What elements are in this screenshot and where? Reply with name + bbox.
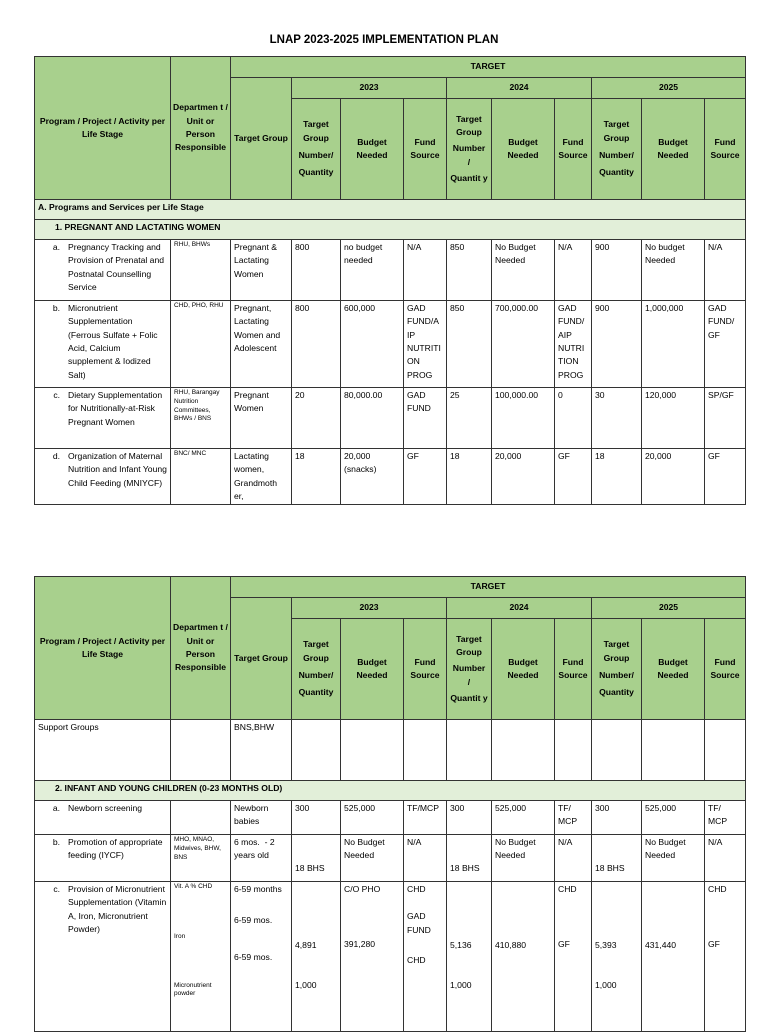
table-cell: N/A: [404, 240, 447, 301]
table-cell: RHU, Barangay Nutrition Committees, BHWs / BNS: [171, 388, 231, 449]
table-cell: 850: [447, 301, 492, 388]
header-tg-number-2025: [592, 99, 642, 200]
cell-text: GAD FUND: [407, 911, 431, 935]
page-title: LNAP 2023-2025 IMPLEMENTATION PLAN: [269, 34, 499, 46]
header-budget-2025: Budget Needed: [642, 99, 705, 200]
cell-text: Target Group: [303, 119, 329, 143]
cell-text: a.: [52, 242, 60, 252]
table-cell: 20,000: [642, 449, 705, 505]
table-row: [35, 835, 746, 882]
header-tg-number-2023: [292, 619, 341, 720]
table-cell: 100,000.00: [492, 388, 555, 449]
cell-text: Provision of Micronutrient Supplementation (Vitamin A, Iron, Micronutrient Powder): [68, 884, 167, 934]
table-cell: GF: [705, 449, 746, 505]
cell-text: Number: [452, 663, 486, 674]
table-cell: [292, 882, 341, 1032]
table-cell: [292, 720, 341, 781]
table-cell: GAD FUND/ GF: [705, 301, 746, 388]
table-cell: Pregnant & Lactating Women: [231, 240, 292, 301]
header-year-2023: 2023: [292, 78, 447, 99]
table-cell: [231, 882, 292, 1032]
table-cell: 18: [292, 449, 341, 505]
header-year-2024: 2024: [447, 78, 592, 99]
table-cell: N/A: [705, 240, 746, 301]
table-cell: 120,000: [642, 388, 705, 449]
cell-text: Target Group: [456, 633, 482, 658]
table-cell: 900: [592, 240, 642, 301]
table-cell: 18 BHS: [292, 835, 341, 882]
table-cell: [35, 449, 171, 505]
cell-text: Target Group: [603, 119, 630, 143]
table-cell: [447, 720, 492, 781]
table-cell: [404, 720, 447, 781]
cell-text: Target Group: [303, 639, 329, 663]
cell-text: 6-59 months: [234, 884, 282, 894]
header-target: TARGET: [231, 57, 746, 78]
table-cell: [35, 240, 171, 301]
header-year-2025: 2025: [592, 598, 746, 619]
table-cell: TF/ MCP: [555, 801, 592, 835]
table-cell: 600,000: [341, 301, 404, 388]
header-budget-2023: Budget Needed: [341, 99, 404, 200]
cell-text: b.: [52, 303, 60, 313]
cell-text: Vit. A % CHD: [174, 883, 213, 890]
header-target-group: Target Group: [231, 598, 292, 720]
table-cell: TF/MCP: [404, 801, 447, 835]
cell-text: Promotion of appropriate feeding (IYCF): [68, 837, 163, 861]
header-budget-2024: Budget Needed: [492, 99, 555, 200]
cell-text: Target Group: [603, 639, 630, 663]
table-cell: No Budget Needed: [492, 240, 555, 301]
table-cell: 525,000: [492, 801, 555, 835]
cell-text: CHD: [708, 884, 727, 894]
table-cell: 800: [292, 240, 341, 301]
table-cell: N/A: [555, 835, 592, 882]
table-cell: 18: [592, 449, 642, 505]
table-cell: 300: [447, 801, 492, 835]
cell-text: Micronutrient powder: [174, 981, 212, 998]
table-row: [35, 882, 746, 1032]
table-row: [35, 720, 746, 781]
cell-text: 6-59 mos.: [234, 915, 273, 926]
table-cell: N/A: [404, 835, 447, 882]
table-cell: [705, 882, 746, 1032]
header-budget-2024: Budget Needed: [492, 619, 555, 720]
header-tg-number-2023: [292, 99, 341, 200]
header-fund-2023: Fund Source: [404, 619, 447, 720]
implementation-table-2: [34, 576, 746, 1032]
table-cell: No Budget Needed: [492, 835, 555, 882]
cell-text: Iron: [174, 932, 186, 940]
table-cell: Pregnant Women: [231, 388, 292, 449]
table-row: [35, 301, 746, 388]
cell-text: 6-59 mos.: [234, 951, 273, 962]
table-cell: 18: [447, 449, 492, 505]
header-fund-2023: Fund Source: [404, 99, 447, 200]
table-cell: MHO, MNAO, Midwives, BHW, BNS: [171, 835, 231, 882]
table-cell: BNS,BHW: [231, 720, 292, 781]
cell-text: Dietary Supplementation for Nutritionally-at-Risk Pregnant Women: [68, 390, 163, 427]
table-cell: 900: [592, 301, 642, 388]
table-cell: 30: [592, 388, 642, 449]
table-cell: 850: [447, 240, 492, 301]
cell-text: /: [467, 156, 471, 167]
table-row: [35, 801, 746, 835]
header-fund-2025: Fund Source: [705, 99, 746, 200]
table-cell: No Budget Needed: [341, 835, 404, 882]
cell-text: /: [467, 676, 471, 687]
table-cell: GF: [555, 449, 592, 505]
table-cell: [555, 882, 592, 1032]
cell-text: c.: [53, 884, 60, 894]
table-cell: TF/ MCP: [705, 801, 746, 835]
table-cell: 800: [292, 301, 341, 388]
table-cell: No budget Needed: [642, 240, 705, 301]
table-cell: Pregnant, Lactating Women and Adolescent: [231, 301, 292, 388]
table-cell: GAD FUND/A IP NUTRITI ON PROG: [404, 301, 447, 388]
table-cell: [35, 801, 171, 835]
table-cell: [171, 882, 231, 1032]
table-cell: SP/GF: [705, 388, 746, 449]
table-cell: 0: [555, 388, 592, 449]
cell-text: Number/: [599, 670, 634, 680]
table-cell: Newborn babies: [231, 801, 292, 835]
table-cell: BNC/ MNC: [171, 449, 231, 505]
table-cell: 300: [292, 801, 341, 835]
header-department: Departmen t / Unit or Person Responsible: [171, 57, 231, 200]
table-row: [35, 449, 746, 505]
table-cell: 700,000.00: [492, 301, 555, 388]
table-row: [35, 388, 746, 449]
table-cell: [555, 720, 592, 781]
header-program: Program / Project / Activity per Life Stage: [35, 577, 171, 720]
table-cell: 525,000: [642, 801, 705, 835]
table-cell: 300: [592, 801, 642, 835]
table-cell: [341, 720, 404, 781]
cell-text: Number/: [599, 150, 634, 160]
table-cell: 1,000,000: [642, 301, 705, 388]
table-cell: [642, 720, 705, 781]
table-cell: GF: [404, 449, 447, 505]
header-program: Program / Project / Activity per Life Stage: [35, 57, 171, 200]
cell-text: Quantity: [298, 687, 334, 698]
table-row: [35, 240, 746, 301]
cell-text: Organization of Maternal Nutrition and Infant Young Child Feeding (MNIYCF): [68, 451, 167, 488]
header-department: Departmen t / Unit or Person Responsible: [171, 577, 231, 720]
header-tg-number-2024: [447, 619, 492, 720]
table-cell: [592, 720, 642, 781]
cell-text: CHD: [407, 954, 426, 965]
cell-text: a.: [52, 803, 60, 813]
table-cell: 25: [447, 388, 492, 449]
table-cell: [705, 720, 746, 781]
cell-text: Quantit y: [450, 692, 488, 703]
table-cell: 6 mos. - 2 years old: [231, 835, 292, 882]
table-cell: [642, 882, 705, 1032]
table-cell: 20,000 (snacks): [341, 449, 404, 505]
cell-text: Number/: [298, 670, 334, 680]
table-cell: GAD FUND/ AIP NUTRI TION PROG: [555, 301, 592, 388]
cell-text: 5,136: [450, 940, 472, 950]
cell-text: 431,440: [645, 940, 677, 950]
header-tg-number-2025: [592, 619, 642, 720]
table-cell: [35, 835, 171, 882]
table-cell: No Budget Needed: [642, 835, 705, 882]
table-cell: Lactating women, Grandmoth er,: [231, 449, 292, 505]
table-cell: 80,000.00: [341, 388, 404, 449]
header-fund-2024: Fund Source: [555, 99, 592, 200]
section-pregnant-lactating: 1. PREGNANT AND LACTATING WOMEN: [35, 220, 746, 240]
cell-text: 5,393: [595, 940, 617, 950]
table-cell: [35, 388, 171, 449]
table-cell: 18 BHS: [592, 835, 642, 882]
header-year-2023: 2023: [292, 598, 447, 619]
header-budget-2023: Budget Needed: [341, 619, 404, 720]
cell-text: 391,280: [344, 939, 376, 950]
table-cell: 18 BHS: [447, 835, 492, 882]
header-year-2025: 2025: [592, 78, 746, 99]
cell-text: Quantit y: [450, 172, 488, 183]
cell-text: Quantity: [298, 167, 334, 178]
table-cell: 525,000: [341, 801, 404, 835]
cell-text: Number: [452, 143, 486, 154]
cell-text: Quantity: [599, 167, 634, 178]
table-cell: CHD, PHO, RHU: [171, 301, 231, 388]
cell-text: c.: [53, 390, 60, 400]
cell-text: 1,000: [595, 980, 617, 991]
cell-text: Target Group: [456, 113, 482, 138]
table-cell: [492, 882, 555, 1032]
table-cell: [341, 882, 404, 1032]
cell-text: 4,891: [295, 940, 317, 950]
table-cell: [35, 882, 171, 1032]
cell-text: C/O PHO: [344, 884, 381, 894]
cell-text: Quantity: [599, 687, 634, 698]
table-cell: [447, 882, 492, 1032]
table-cell: [35, 301, 171, 388]
section-a: A. Programs and Services per Life Stage: [35, 200, 746, 220]
table-cell: 20: [292, 388, 341, 449]
table-cell: no budget needed: [341, 240, 404, 301]
header-fund-2025: Fund Source: [705, 619, 746, 720]
header-target-group: Target Group: [231, 78, 292, 200]
cell-text: GF: [558, 939, 570, 950]
header-budget-2025: Budget Needed: [642, 619, 705, 720]
table-cell: [404, 882, 447, 1032]
cell-text: CHD: [407, 884, 426, 894]
table-cell: N/A: [555, 240, 592, 301]
cell-text: Number/: [298, 150, 334, 160]
header-year-2024: 2024: [447, 598, 592, 619]
section-infant-young-children: 2. INFANT AND YOUNG CHILDREN (0-23 MONTHS OLD): [35, 781, 746, 801]
cell-text: 1,000: [450, 980, 472, 991]
cell-text: Pregnancy Tracking and Provision of Prenatal and Postnatal Counselling Service: [68, 242, 165, 292]
cell-text: Micronutrient Supplementation (Ferrous Sulfate + Folic Acid, Calcium supplement & Iodized Salt): [68, 303, 158, 380]
cell-text: 1,000: [295, 980, 317, 991]
table-cell: [592, 882, 642, 1032]
table-cell: 20,000: [492, 449, 555, 505]
header-target: TARGET: [231, 577, 746, 598]
cell-text: CHD: [558, 884, 577, 894]
table-cell: [171, 720, 231, 781]
table-cell: Support Groups: [35, 720, 171, 781]
cell-text: Newborn screening: [68, 803, 143, 813]
table-cell: [492, 720, 555, 781]
cell-text: d.: [52, 451, 60, 461]
table-cell: GAD FUND: [404, 388, 447, 449]
table-cell: [171, 801, 231, 835]
table-cell: RHU, BHWs: [171, 240, 231, 301]
table-cell: N/A: [705, 835, 746, 882]
header-fund-2024: Fund Source: [555, 619, 592, 720]
cell-text: 410,880: [495, 940, 527, 950]
implementation-table-1: [34, 56, 746, 505]
cell-text: b.: [52, 837, 60, 847]
header-tg-number-2024: [447, 99, 492, 200]
cell-text: GF: [708, 939, 720, 950]
